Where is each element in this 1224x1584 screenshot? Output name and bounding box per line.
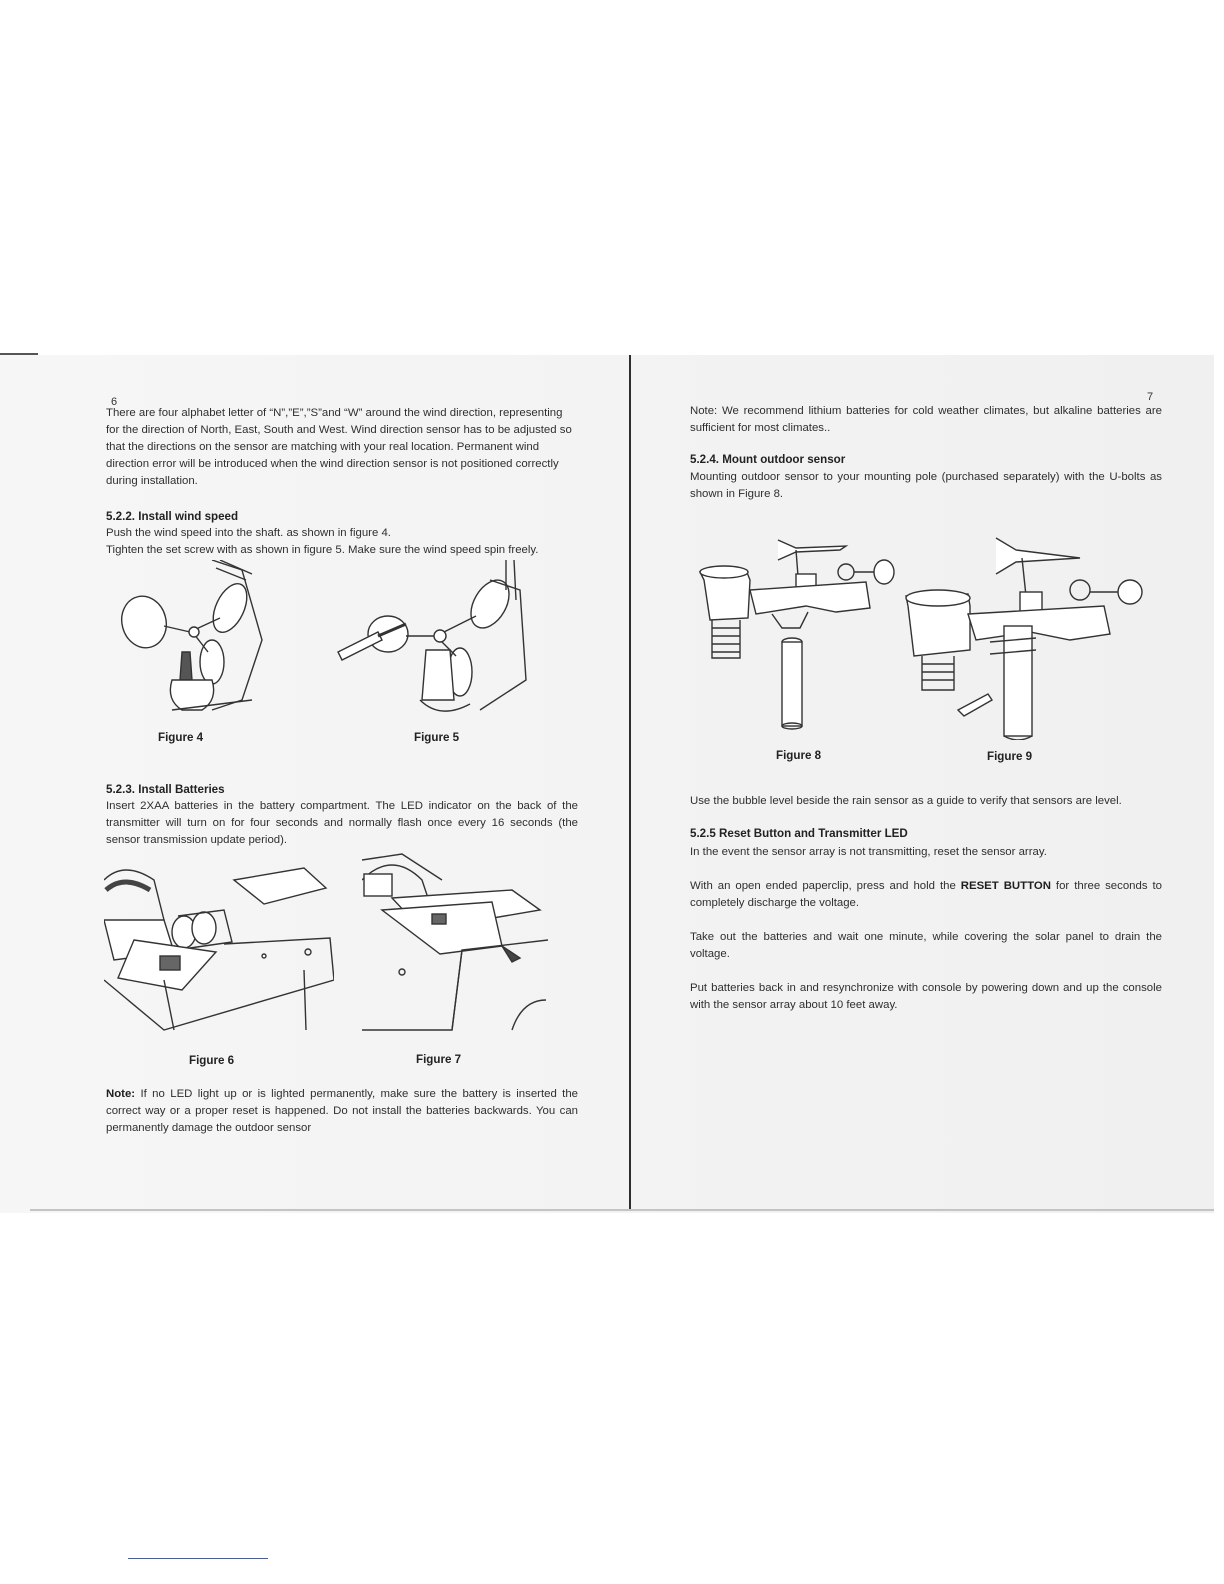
figure-4-illustration [112, 560, 272, 720]
figure-7-caption: Figure 7 [416, 1053, 462, 1066]
reset-button-heading: 5.2.5 Reset Button and Transmitter LED [690, 827, 908, 840]
figure-4-caption: Figure 4 [158, 731, 204, 744]
battery-note [106, 1086, 578, 1137]
scan-edge-mark [0, 353, 38, 355]
resynchronize-text: Put batteries back in and resynchronize with console by powering down and up the console with the sensor array about 10 feet away. [690, 982, 1162, 1011]
reset-intro-text: In the event the sensor array is not transmitting, reset the sensor array. [690, 846, 1047, 858]
figure-5-illustration [330, 560, 530, 720]
battery-note-label: Note: [106, 1088, 136, 1100]
install-wind-speed-line1: Push the wind speed into the shaft. as shown in figure 4. [106, 527, 391, 539]
mount-sensor-heading: 5.2.4. Mount outdoor sensor [690, 453, 846, 466]
figure-8-caption: Figure 8 [776, 749, 822, 762]
reset-paperclip-post: for three seconds to completely discharge the voltage. [690, 880, 1163, 909]
install-wind-speed-heading: 5.2.2. Install wind speed [106, 510, 239, 523]
reset-paperclip-text [690, 878, 1162, 912]
reset-button-label: RESET BUTTON [960, 880, 1051, 892]
battery-note-text: If no LED light up or is lighted permanently, make sure the battery is inserted the correct way or a proper reset is happened. Do not install the batteries backwards. You can permanently damage the outdoor sensor [106, 1088, 578, 1134]
right-page-number: 7 [1147, 391, 1154, 403]
left-page-number: 6 [111, 396, 118, 408]
figure-9-illustration [904, 530, 1144, 740]
reset-paperclip-pre: With an open ended paperclip, press and hold the [690, 880, 961, 892]
bubble-level-text: Use the bubble level beside the rain sensor as a guide to verify that sensors are level. [690, 795, 1122, 807]
install-batteries-text: Insert 2XAA batteries in the battery compartment. The LED indicator on the back of the transmitter will turn on for four seconds and normally flash once every 16 seconds (the sensor transmission update period). [106, 800, 578, 846]
wind-direction-intro: There are four alphabet letter of “N”,”E”,”S”and “W” around the wind direction, representing for the direction of North, East, South and West. Wind direction sensor has to be adjusted so that the directions on the sensor are matching with your real location. Permanent wind direction error will be introduced when the wind direction sensor is not positioned correctly during installation. [106, 407, 572, 487]
lithium-note: Note: We recommend lithium batteries for cold weather climates, but alkaline batteries are sufficient for most climates.. [690, 405, 1162, 434]
figure-7-illustration [362, 850, 548, 1036]
figure-6-illustration [104, 860, 334, 1032]
figure-8-illustration [696, 524, 902, 734]
figure-9-caption: Figure 9 [987, 750, 1033, 763]
mount-sensor-text: Mounting outdoor sensor to your mounting pole (purchased separately) with the U-bolts as shown in Figure 8. [690, 471, 1162, 500]
drain-voltage-text: Take out the batteries and wait one minute, while covering the solar panel to drain the voltage. [690, 931, 1162, 960]
figure-6-caption: Figure 6 [189, 1054, 235, 1067]
install-wind-speed-line2: Tighten the set screw with as shown in figure 5. Make sure the wind speed spin freely. [106, 544, 539, 556]
footer-line [128, 1558, 268, 1559]
figure-5-caption: Figure 5 [414, 731, 460, 744]
scan-bottom-edge [30, 1209, 1214, 1211]
book-spine [629, 355, 631, 1210]
install-batteries-heading: 5.2.3. Install Batteries [106, 783, 225, 796]
